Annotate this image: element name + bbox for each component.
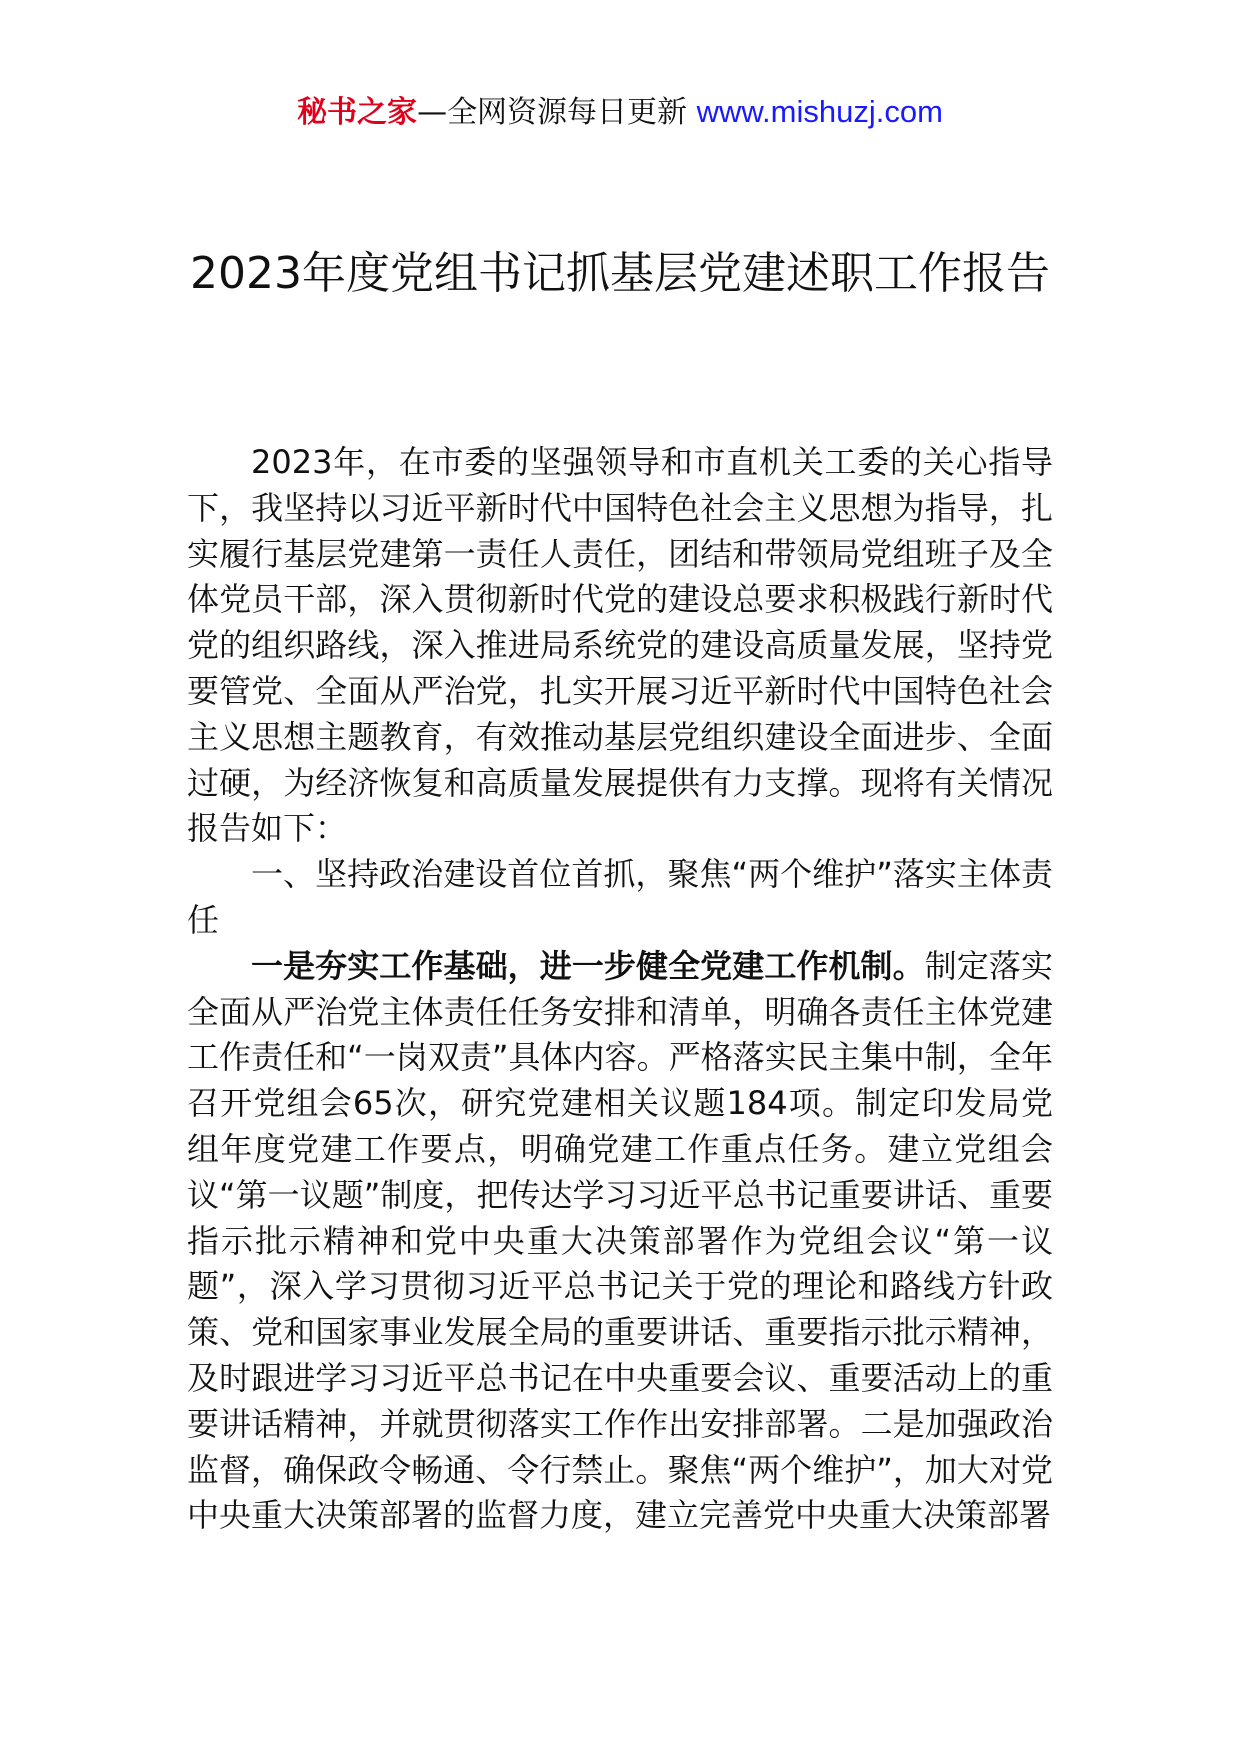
intro-paragraph: 2023年，在市委的坚强领导和市直机关工委的关心指导下，我坚持以习近平新时代中国特色社会主义思想为指导，扎实履行基层党建第一责任人责任，团结和带领局党组班子及全体党员干部，深入贯彻新时代党的建设总要求积极践行新时代党的组织路线，深入推进局系统党的建设高质量发展，坚持党要管党、全面从严治党，扎实开展习近平新时代中国特色社会主义思想主题教育，有效推动基层党组织建设全面进步、全面过硬，为经济恢复和高质量发展提供有力支撑。现将有关情况报告如下： (187, 443, 1053, 848)
document-title: 2023年度党组书记抓基层党建述职工作报告 (190, 248, 1050, 299)
site-url-link[interactable]: www.mishuzj.com (696, 94, 943, 129)
section-heading: 一、坚持政治建设首位首抓，聚焦“两个维护”落实主体责任 (187, 855, 1053, 939)
paragraph-text: 制定落实全面从严治党主体责任任务安排和清单，明确各责任主体党建工作责任和“一岗双责”具体内容。严格落实民主集中制，全年召开党组会65次，研究党建相关议题184项。制定印发局党组年度党建工作要点，明确党建工作重点任务。建立党组会议“第一议题”制度，把传达学习习近平总书记重要讲话、重要指示批示精神和党中央重大决策部署作为党组会议“第一议题”，深入学习贯彻习近平总书记关于党的理论和路线方针政策、党和国家事业发展全局的重要讲话、重要指示批示精神，及时跟进学习习近平总书记在中央重要会议、重要活动上的重要讲话精神，并就贯彻落实工作作出安排部署。二是加强政治监督，确保政令畅通、令行禁止。聚焦“两个维护”，加大对党中央重大决策部署的监督力度，建立完善党中央重大决策部署 (187, 946, 1053, 1535)
document-body (187, 440, 1053, 1539)
header-tagline: —全网资源每日更新 (417, 95, 697, 130)
paragraph-lead: 一是夯实工作基础，进一步健全党建工作机制。 (251, 946, 925, 985)
brand-name: 秘书之家 (297, 95, 418, 130)
body-paragraph (187, 944, 1053, 1539)
site-header (0, 92, 1240, 133)
